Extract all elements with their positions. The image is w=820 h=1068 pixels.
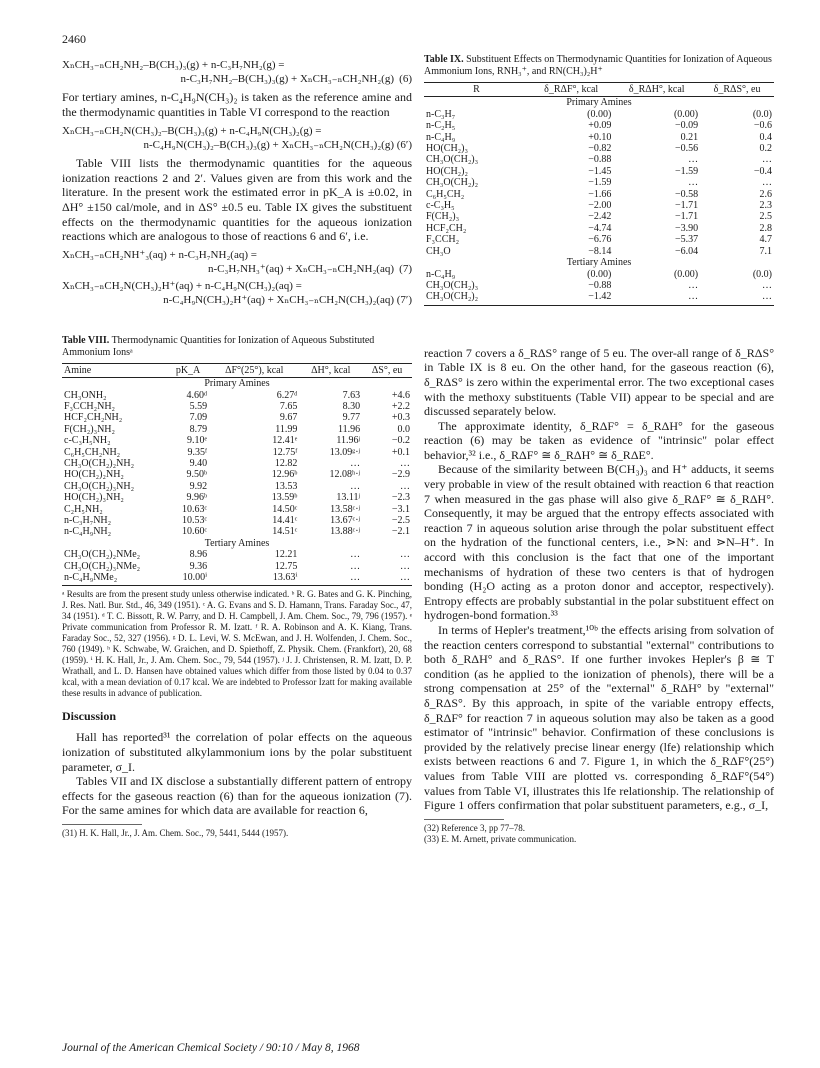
- table-cell-pka: 8.96: [189, 549, 208, 561]
- table-cell-h: −1.71: [674, 200, 699, 212]
- equation-7-line1: XₙCH₃₋ₙCH₂NH⁺₃(aq) + n-C₃H₇NH₂(aq) =: [62, 248, 257, 261]
- table-row: [62, 481, 412, 492]
- table-cell-h: …: [688, 291, 699, 303]
- table-cell-f: 12.75ᶠ: [272, 446, 298, 458]
- table-row: [424, 154, 774, 165]
- col-header-deltas: ΔS°, eu: [371, 364, 403, 376]
- table-cell-h: −5.37: [674, 234, 699, 246]
- table-row: [424, 166, 774, 177]
- table-cell-f: (0.00): [587, 268, 612, 280]
- equation-7-prime: [62, 279, 412, 307]
- table-cell-f: −2.00: [588, 200, 612, 212]
- table-cell-f: −4.74: [588, 222, 612, 234]
- table-row: [62, 435, 412, 446]
- equation-6-prime-number: (6′): [396, 139, 412, 152]
- table-cell-amine: CH₃ONH₂: [64, 389, 107, 401]
- table-cell-s: …: [400, 480, 410, 492]
- table-cell-amine: n-C₄H₉NH₂: [64, 526, 112, 538]
- table-row: [62, 492, 412, 503]
- paragraph-hepler: In terms of Hepler's treatment,¹⁰ᵇ the effects arising from solvation of the reaction centers correspond to substantial "external" contributions to both δ_RΔH° and δ_RΔS°. If one further invokes Hepler's β ≅ T condition (as he applied to the ionization of phenols), there will be a strong compensation at 25° of the "external" δ_RΔH° by "external" δ_RΔS°. By this approach, in spite of the variable entropy effects, δ_RΔF° for reaction 7 in aqueous solution may also be taken as a good estimator of "intrinsic" behavior. Confirmation of these conclusions is provided by the relatively precise linear energy (lfe) relationship which exists between reactions 6 and 7. Figure 1, in which the δ_RΔF°(25°) values from Table VIII are plotted vs. corresponding δ_RΔF°(54°) values from Table VI, illustrates this lfe relationship. The relationship of Figure 1 offers confirmation that polar substituent parameters, e.g., σ_I,: [424, 623, 774, 813]
- table-cell-f: −0.88: [588, 154, 612, 166]
- table-cell-f: +0.09: [588, 120, 612, 132]
- table-cell-h: …: [350, 572, 361, 584]
- equation-6-line1: XₙCH₃₋ₙCH₂NH₂–B(CH₃)₃(g) + n-C₃H₇NH₂(g) =: [62, 59, 285, 71]
- table-cell-r: F₃CCH₂: [426, 234, 460, 246]
- journal-footer: Journal of the American Chemical Society / 90:10 / May 8, 1968: [62, 1042, 360, 1054]
- equation-6-line2: n-C₃H₇NH₂–B(CH₃)₃(g) + XₙCH₃₋ₙCH₂NH₂(g): [180, 73, 394, 85]
- table-cell-h: …: [688, 177, 699, 189]
- table-cell-h: …: [688, 154, 699, 166]
- table-cell-f: −1.45: [588, 165, 612, 177]
- table-cell-amine: C₆H₅CH₂NH₂: [64, 446, 121, 458]
- paragraph-similarity: Because of the similarity between B(CH₃)₃ and H⁺ adducts, it seems very probable in view of the result obtained with reaction 6 that reaction 7 when measured in the gas phase will also give δ_RΔF° ≅ δ_RΔH°. Consequently, it may be argued that the entropy effects associated with reaction 7 in aqueous solution arise through the polar substituent effect on the hydration of the functional centers, i.e., ⋗N: and ⋗N–H⁺. In accord with this conclusion is the fact that one of the important mechanisms of hydration of these two centers is that of hydrogen bonding (H₂O acting as a proton donor and acceptor, respectively). Entropy effects are probably substantial in the polar substituent effect on hydrogen-bond formation.³³: [424, 462, 774, 623]
- table-cell-h: …: [350, 560, 361, 572]
- table-section-heading: Tertiary Amines: [204, 537, 270, 549]
- table-cell-amine: n-C₄H₉NMe₂: [64, 572, 118, 584]
- table-cell-r: CH₃O(CH₂)₃: [426, 279, 479, 291]
- paragraph-entropy-range: reaction 7 covers a δ_RΔS° range of 5 eu. The over-all range of δ_RΔS° in Table IX is 8 eu. On the other hand, for the gaseous reaction (6), δ_RΔS° is zero within the experimental error. The two exceptional cases with the methoxy substituents (Table VII) appear to be special and are discussed separately below.: [424, 345, 774, 419]
- table-cell-f: (0.00): [587, 108, 612, 120]
- table-section-heading: Primary Amines: [204, 378, 270, 390]
- table-cell-r: c-C₃H₅: [426, 200, 455, 212]
- table-ix-title: Substituent Effects on Thermodynamic Quantities for Ionization of Aqueous Ammonium Ions, RNH₃⁺, and RN(CH₃)₂H⁺: [424, 54, 772, 77]
- table-cell-h: (0.00): [673, 268, 699, 280]
- table-cell-h: (0.00): [673, 108, 699, 120]
- table-cell-f: 7.65: [279, 400, 298, 412]
- page-number: 2460: [62, 32, 86, 46]
- table-row: [424, 200, 774, 211]
- table-cell-s: (0.0): [752, 268, 772, 280]
- table-cell-f: −2.42: [588, 211, 612, 223]
- table-cell-f: 12.75: [274, 560, 298, 572]
- table-cell-pka: 9.10ᵉ: [187, 435, 208, 447]
- table-cell-s: −0.4: [753, 165, 772, 177]
- table-row: [424, 223, 774, 234]
- table-cell-s: …: [400, 549, 410, 561]
- table-cell-h: 13.11ʲ: [336, 492, 361, 504]
- table-cell-r: CH₃O: [426, 245, 451, 257]
- table-cell-f: 13.59ᵇ: [271, 492, 298, 504]
- table-cell-amine: HCF₂CH₂NH₂: [64, 412, 123, 424]
- table-cell-h: …: [350, 480, 361, 492]
- table-cell-f: 6.27ᵈ: [276, 389, 298, 401]
- table-cell-s: 2.5: [759, 211, 772, 223]
- discussion-heading: Discussion: [62, 709, 117, 724]
- table-cell-amine: CH₃O(CH₂)₃NH₂: [64, 480, 135, 492]
- table-row: [62, 526, 412, 537]
- footnote-rule: [62, 824, 142, 825]
- equation-7: [62, 248, 412, 276]
- table-cell-h: 11.96: [337, 423, 361, 435]
- table-viii-title: Thermodynamic Quantities for Ionization of Aqueous Substituted Ammonium Ionsᵃ: [62, 334, 375, 358]
- table-cell-h: 12.08ʰ·ʲ: [329, 469, 361, 481]
- discussion-paragraph-2: Tables VII and IX disclose a substantially different pattern of entropy effects for the gaseous reaction (6) than for the aqueous ionization (7). For the same amines for which data are available for reaction 6,: [62, 774, 412, 818]
- table-cell-s: …: [400, 458, 410, 469]
- table-cell-pka: 10.00ⁱ: [182, 572, 208, 584]
- table-cell-f: −8.14: [588, 245, 612, 257]
- left-column: [62, 52, 412, 839]
- table-cell-h: 13.58ᶜ·ʲ: [330, 503, 361, 515]
- reference-33: (33) E. M. Arnett, private communication.: [424, 833, 577, 844]
- table-cell-r: HO(CH₂)₂: [426, 165, 468, 177]
- table-cell-s: 7.1: [759, 245, 772, 257]
- table-cell-r: CH₃O(CH₂)₃: [426, 154, 479, 166]
- col-header-deltaf: ΔF°(25°), kcal: [225, 364, 284, 376]
- table-row: [62, 549, 412, 560]
- table-row: [424, 189, 774, 200]
- table-row: [62, 447, 412, 458]
- table-cell-s: 2.6: [759, 188, 772, 200]
- table-cell-h: −3.90: [674, 222, 699, 234]
- table-row: [424, 291, 774, 302]
- table-cell-s: 0.2: [759, 143, 772, 155]
- table-cell-f: 14.51ᶜ: [272, 526, 298, 538]
- col-header-deltah: ΔH°, kcal: [311, 364, 351, 376]
- table-ix-grid: [424, 82, 774, 303]
- equation-6-prime: [62, 124, 412, 152]
- equation-6-prime-line1: XₙCH₃₋ₙCH₂N(CH₃)₂–B(CH₃)₃(g) + n-C₄H₉N(CH₃)₂(g) =: [62, 125, 322, 138]
- table-cell-pka: 9.96ᵇ: [186, 492, 208, 504]
- table-cell-f: 12.82: [274, 458, 298, 469]
- table-cell-h: 13.88ᶜ·ʲ: [330, 526, 361, 538]
- table-cell-s: 0.4: [759, 131, 772, 143]
- table-cell-pka: 8.79: [189, 423, 208, 435]
- table-cell-r: F(CH₂)₃: [426, 211, 460, 223]
- table-cell-h: −0.09: [674, 120, 699, 132]
- equation-6-number: (6): [399, 73, 412, 85]
- table-cell-s: 0.0: [397, 423, 410, 435]
- table-cell-r: HCF₂CH₂: [426, 222, 467, 234]
- table-cell-pka: 5.59: [189, 400, 208, 412]
- table-cell-pka: 9.36: [189, 560, 208, 572]
- table-cell-h: …: [688, 279, 699, 291]
- table-cell-amine: CH₃O(CH₂)₂NH₂: [64, 458, 135, 469]
- table-cell-f: 12.41ᵉ: [272, 435, 298, 447]
- table-cell-r: n-C₃H₇: [426, 108, 456, 120]
- table-cell-amine: F₃CCH₂NH₂: [64, 400, 116, 412]
- table-viii-label: Table VIII.: [62, 334, 110, 346]
- table-cell-f: −1.59: [588, 177, 612, 189]
- equation-6-prime-line2: n-C₄H₉N(CH₃)₂–B(CH₃)₃(g) + XₙCH₃₋ₙCH₂N(CH₃)₂(g): [143, 139, 394, 152]
- table-cell-f: −1.42: [588, 291, 612, 303]
- table-cell-amine: CH₃O(CH₂)₃NMe₂: [64, 560, 141, 572]
- table-cell-f: −0.82: [588, 143, 612, 155]
- equation-7-prime-line2: n-C₄H₉N(CH₃)₂H⁺(aq) + XₙCH₃₋ₙCH₂N(CH₃)₂(aq): [163, 293, 394, 306]
- table-cell-s: −2.9: [391, 469, 410, 481]
- table-cell-amine: F(CH₂)₃NH₂: [64, 423, 116, 435]
- table-cell-amine: HO(CH₂)₃NH₂: [64, 492, 124, 504]
- table-cell-h: 13.09ᵍ·ʲ: [329, 446, 361, 458]
- table-row: [62, 424, 412, 435]
- table-cell-f: −0.88: [588, 279, 612, 291]
- table-row: [424, 234, 774, 245]
- table-ix-label: Table IX.: [424, 54, 464, 65]
- table-row: [424, 246, 774, 257]
- table-cell-h: 8.30: [342, 400, 361, 412]
- table-cell-amine: n-C₃H₇NH₂: [64, 515, 112, 527]
- reference-31: (31) H. K. Hall, Jr., J. Am. Chem. Soc., 79, 5441, 5444 (1957).: [62, 828, 289, 839]
- table-cell-pka: 7.09: [189, 412, 208, 424]
- paragraph-table-viii-intro: Table VIII lists the thermodynamic quantities for the aqueous ionization reactions 2 and 2′. Values given are from this work and the literature. In the present work the estimated error in pK_A is ±0.02, in ΔH° ±150 cal/mole, and in ΔS° ±0.5 eu. Table IX gives the substituent effects on the thermodynamic quantities for the aqueous ionization reactions which are analogous to those of reactions 6 and 6′, i.e.: [62, 156, 412, 244]
- table-viii: [62, 335, 412, 700]
- table-cell-s: −0.2: [391, 435, 410, 447]
- reference-32: (32) Reference 3, pp 77–78.: [424, 822, 525, 833]
- table-section-heading: Primary Amines: [566, 97, 632, 109]
- table-cell-h: 13.67ᶜ·ʲ: [330, 515, 361, 527]
- table-cell-h: 7.63: [342, 389, 361, 401]
- right-column: [424, 52, 774, 845]
- table-cell-pka: 10.60ᶜ: [182, 526, 208, 538]
- table-cell-s: (0.0): [752, 108, 772, 120]
- table-viii-grid: [62, 363, 412, 584]
- table-cell-amine: c-C₃H₅NH₂: [64, 435, 111, 447]
- table-row: [424, 211, 774, 222]
- table-cell-s: −3.1: [391, 503, 410, 515]
- table-viii-footnotes: ᵃ Results are from the present study unless otherwise indicated. ᵇ R. G. Bates and G. K. Pinching, J. Res. Natl. Bur. Std., 46, 349 (1951). ᶜ A. G. Evans and S. D. Hamann, Trans. Faraday Soc., 47, 34 (1951). ᵈ T. C. Bissott, R. W. Parry, and D. H. Campbell, J. Am. Chem. Soc., 79, 796 (1957). ᵉ Private communication from Professor R. M. Izatt. ᶠ R. A. Robinson and A. K. Kiang, Trans. Faraday Soc., 52, 327 (1956). ᵍ D. L. Levi, W. S. McEwan, and J. H. Wolfenden, J. Chem. Soc., 760 (1949). ʰ K. Schwabe, W. Graichen, and D. Spiethoff, Z. Physik. Chem. (Frankfort), 20, 68 (1959). ⁱ H. K. Hall, Jr., J. Am. Chem. Soc., 79, 544 (1957). ʲ J. J. Christensen, R. M. Izatt, D. P. Wrathall, and L. D. Hansen have obtained values which differ from those listed by 0.04 to 0.37 kcal, with a mean deviation of 0.17 kcal. We are indebted to Professor Izatt for making available these results in advance of publication.: [62, 589, 412, 699]
- table-cell-pka: 10.63ᶜ: [182, 503, 208, 515]
- table-row: [62, 458, 412, 469]
- table-cell-h: …: [350, 458, 361, 469]
- table-cell-s: +2.2: [391, 400, 410, 412]
- table-row: [424, 177, 774, 188]
- table-cell-r: CH₃O(CH₂)₂: [426, 177, 479, 189]
- table-cell-h: −1.71: [674, 211, 699, 223]
- table-cell-f: +0.10: [588, 131, 612, 143]
- table-cell-s: …: [762, 291, 772, 303]
- table-row: [62, 561, 412, 572]
- table-row: [62, 412, 412, 423]
- table-cell-h: 0.21: [680, 131, 699, 143]
- table-cell-s: +0.3: [391, 412, 410, 424]
- col-header-delta-deltah: δ_RΔH°, kcal: [628, 84, 685, 95]
- table-cell-r: n-C₄H₉: [426, 268, 456, 280]
- table-cell-f: 9.67: [279, 412, 298, 424]
- table-cell-f: 14.41ᶜ: [272, 515, 298, 527]
- table-row: [62, 572, 412, 583]
- table-cell-f: 12.96ᵇ: [271, 469, 298, 481]
- table-cell-pka: 9.40: [189, 458, 208, 469]
- table-cell-r: C₆H₅CH₂: [426, 188, 465, 200]
- table-cell-s: 2.8: [759, 222, 772, 234]
- table-cell-f: 13.53: [274, 480, 298, 492]
- table-cell-s: …: [762, 279, 772, 291]
- paragraph-approximate-identity: The approximate identity, δ_RΔF° = δ_RΔH° for the gaseous reaction (6) may be taken as evidence of "intrinsic" polar effect behavior,³² i.e., δ_RΔF° ≅ δ_RΔH° ≅ δ_RΔE°.: [424, 418, 774, 462]
- table-cell-f: 12.21: [274, 549, 298, 561]
- table-ix-caption: [424, 54, 774, 78]
- table-cell-s: 2.3: [759, 200, 772, 212]
- table-cell-h: …: [350, 549, 361, 561]
- table-row: [424, 109, 774, 120]
- table-row: [62, 504, 412, 515]
- table-cell-h: −6.04: [674, 245, 699, 257]
- table-cell-f: −1.66: [588, 188, 612, 200]
- equation-7-line2: n-C₃H₇NH₃⁺(aq) + XₙCH₃₋ₙCH₂NH₂(aq): [208, 262, 394, 275]
- table-row: [424, 269, 774, 280]
- table-cell-pka: 9.92: [189, 480, 208, 492]
- table-cell-h: −0.58: [674, 188, 699, 200]
- table-cell-f: 14.50ᶜ: [272, 503, 298, 515]
- table-cell-f: −6.76: [588, 234, 612, 246]
- table-cell-s: +4.6: [391, 389, 410, 401]
- table-section-heading: Tertiary Amines: [566, 257, 632, 269]
- table-row: [62, 401, 412, 412]
- footnote-rule-right: [424, 819, 504, 820]
- equation-7-number: (7): [399, 262, 412, 275]
- table-cell-r: CH₃O(CH₂)₂: [426, 291, 479, 303]
- equation-7-prime-line1: XₙCH₃₋ₙCH₂N(CH₃)₂H⁺(aq) + n-C₄H₉N(CH₃)₂(aq) =: [62, 279, 302, 292]
- table-cell-s: 4.7: [759, 234, 772, 246]
- col-header-amine: Amine: [64, 364, 92, 376]
- table-cell-r: n-C₄H₉: [426, 131, 456, 143]
- table-ix: [424, 54, 774, 306]
- table-cell-s: −2.5: [391, 515, 410, 527]
- table-cell-f: 13.63ⁱ: [272, 572, 298, 584]
- table-row: [424, 143, 774, 154]
- table-row: [424, 132, 774, 143]
- table-cell-h: −0.56: [674, 143, 699, 155]
- table-cell-s: −0.6: [753, 120, 772, 132]
- table-cell-amine: C₂H₅NH₂: [64, 503, 103, 515]
- table-cell-f: 11.99: [275, 423, 298, 435]
- table-cell-h: 9.77: [342, 412, 361, 424]
- table-cell-s: …: [400, 560, 410, 572]
- col-header-pka: pK_A: [175, 364, 201, 376]
- table-cell-s: …: [762, 177, 772, 189]
- discussion-paragraph-1: Hall has reported³¹ the correlation of polar effects on the aqueous ionization of substituted alkylammonium ions by the polar substituent parameter, σ_I.: [62, 730, 412, 774]
- table-cell-s: −2.3: [391, 492, 410, 504]
- table-cell-h: 11.96ʲ: [336, 435, 361, 447]
- table-cell-pka: 4.60ᵈ: [186, 389, 208, 401]
- table-row: [62, 469, 412, 480]
- table-row: [62, 390, 412, 401]
- table-cell-s: +0.1: [391, 446, 410, 458]
- table-cell-pka: 10.53ᶜ: [182, 515, 208, 527]
- col-header-delta-deltaf: δ_RΔF°, kcal: [544, 84, 599, 95]
- table-cell-pka: 9.35ᶠ: [187, 446, 208, 458]
- table-cell-amine: CH₃O(CH₂)₂NMe₂: [64, 549, 141, 561]
- col-header-delta-deltas: δ_RΔS°, eu: [713, 84, 761, 95]
- table-row: [424, 280, 774, 291]
- table-cell-pka: 9.50ᵇ: [186, 469, 208, 481]
- paragraph-tertiary-amines: For tertiary amines, n-C₄H₉N(CH₃)₂ is taken as the reference amine and the thermodynamic quantities in Table VI correspond to the reaction: [62, 90, 412, 119]
- table-cell-s: …: [762, 154, 772, 166]
- table-cell-h: −1.59: [674, 165, 699, 177]
- table-row: [62, 515, 412, 526]
- table-cell-amine: HO(CH₂)₂NH₂: [64, 469, 124, 481]
- table-cell-s: −2.1: [391, 526, 410, 538]
- equation-6: [62, 58, 412, 86]
- table-cell-r: HO(CH₂)₃: [426, 143, 468, 155]
- col-header-r: R: [473, 84, 480, 95]
- table-viii-caption: [62, 335, 412, 359]
- table-row: [424, 120, 774, 131]
- table-cell-s: …: [400, 572, 410, 584]
- equation-7-prime-number: (7′): [396, 293, 412, 306]
- table-cell-r: n-C₂H₅: [426, 120, 456, 132]
